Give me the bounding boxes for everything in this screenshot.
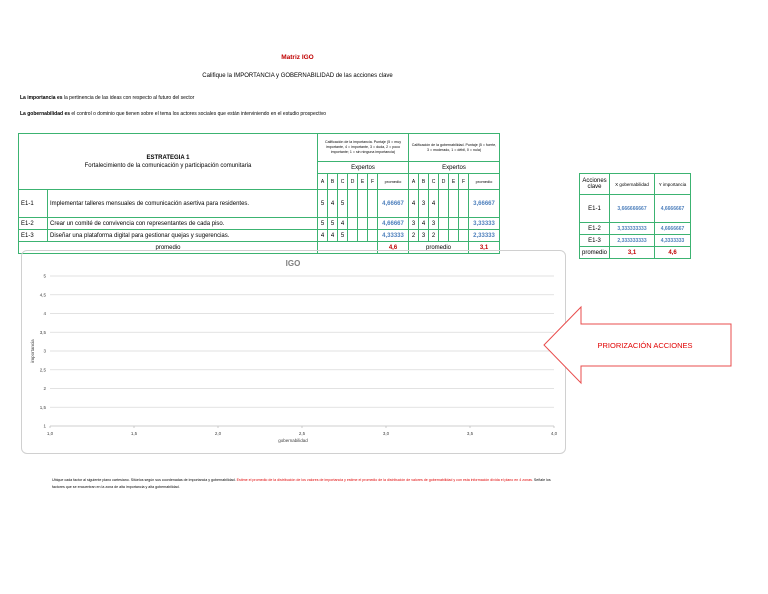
importance-score[interactable]: 4 — [328, 230, 338, 242]
x-tick-label: 2,0 — [214, 431, 222, 436]
y-axis-label: importancia — [30, 339, 35, 363]
strategy-cell: ESTRATEGIA 1 Fortalecimiento de la comunicación y participación comunitaria — [19, 134, 318, 190]
governability-score[interactable] — [439, 230, 449, 242]
expert-col-header: B — [328, 174, 338, 190]
expert-col-header: D — [439, 174, 449, 190]
footer-label: promedio — [409, 242, 469, 254]
chart-svg — [22, 251, 565, 453]
importance-score[interactable]: 5 — [338, 190, 348, 218]
governability-score[interactable]: 3 — [419, 230, 429, 242]
priorization-arrow — [541, 304, 735, 386]
y-tick-label: 4,5 — [39, 292, 46, 298]
importance-score[interactable] — [368, 230, 378, 242]
governability-average: 2,33333 — [469, 230, 500, 242]
governability-score[interactable]: 2 — [429, 230, 439, 242]
expert-col-header: D — [348, 174, 358, 190]
chart-title: IGO — [285, 259, 301, 268]
importance-total: 4,6 — [378, 242, 409, 254]
y-tick-label: 1,5 — [39, 404, 46, 410]
expert-col-header: F — [459, 174, 469, 190]
governability-score[interactable]: 4 — [419, 218, 429, 230]
experts-label-governability: Expertos — [409, 162, 500, 174]
y-value: 4,6666667 — [655, 195, 691, 223]
importance-header: Calificación de la importancia. Puntaje (5 = muy importante, 4 = importante, 3 = duda, 2 = poco importante; 1 = sin ninguna importancia) — [318, 134, 409, 162]
governability-average: 3,33333 — [469, 218, 500, 230]
action-id: E1-2 — [580, 223, 610, 235]
col-header-x: X gobernabilidad — [610, 174, 655, 195]
governability-header: Calificación de la gobernabilidad. Puntaje (5 = fuerte, 3 = moderado, 1 = débil, 0 = nula) — [409, 134, 500, 162]
governability-score[interactable]: 3 — [429, 218, 439, 230]
governability-score[interactable]: 3 — [409, 218, 419, 230]
action-id: E1-1 — [580, 195, 610, 223]
y-tick-label: 4 — [43, 311, 46, 316]
governability-average: 3,66667 — [469, 190, 500, 218]
expert-col-header: B — [419, 174, 429, 190]
governability-score[interactable] — [439, 218, 449, 230]
instructions-note: Ubique cada factor al siguiente plano cartesiano. Sitúelos según sus coordenadas de importancia y gobernabilidad. Estime el promedio de la distribución de los valores de importancia y estime el promedio de la distribución de valores de gobernabilidad y con esta información divida el plano en 4 zonas. Señale los factores que se encuentran en la zona de alta importancia y alta gobernabilidad. — [52, 478, 551, 489]
action-id: E1-1 — [19, 190, 48, 218]
y-axis-ticks — [40, 274, 47, 429]
y-value: 4,6666667 — [655, 223, 691, 235]
table-row — [19, 190, 500, 218]
expert-col-header: A — [318, 174, 328, 190]
x-total: 3,1 — [610, 247, 655, 259]
x-value: 2,333333333 — [610, 235, 655, 247]
rating-table — [18, 133, 500, 254]
action-text: Implementar talleres mensuales de comunicación asertiva para residentes. — [48, 190, 318, 218]
governability-total: 3,1 — [469, 242, 500, 254]
average-col-header: promedio — [469, 174, 500, 190]
importance-score[interactable] — [358, 230, 368, 242]
footer-label: promedio — [19, 242, 318, 254]
table-row — [580, 235, 691, 247]
experts-label-importance: Expertos — [318, 162, 409, 174]
x-value: 3,333333333 — [610, 223, 655, 235]
igo-chart — [21, 250, 566, 454]
coordinates-table — [579, 173, 691, 259]
governability-definition: La gobernabilidad es el control o dominio que tienen sobre el tema los actores sociales que están interviniendo en el estudio prospectivo — [20, 111, 327, 117]
governability-score[interactable] — [449, 218, 459, 230]
x-tick-label: 4,0 — [550, 431, 558, 436]
y-value: 4,3333333 — [655, 235, 691, 247]
page-subtitle: Califique la IMPORTANCIA y GOBERNABILIDAD de las acciones clave — [202, 73, 393, 79]
page-title: Matriz IGO — [281, 54, 314, 61]
action-id: E1-2 — [19, 218, 48, 230]
y-total: 4,6 — [655, 247, 691, 259]
importance-score[interactable]: 5 — [328, 218, 338, 230]
governability-score[interactable] — [459, 218, 469, 230]
importance-average: 4,66667 — [378, 218, 409, 230]
importance-average: 4,33333 — [378, 230, 409, 242]
x-tick-label: 3,5 — [466, 431, 474, 436]
governability-score[interactable]: 4 — [409, 190, 419, 218]
table-row — [580, 223, 691, 235]
importance-score[interactable]: 4 — [318, 230, 328, 242]
action-id: E1-3 — [19, 230, 48, 242]
governability-score[interactable]: 4 — [429, 190, 439, 218]
importance-score[interactable]: 5 — [338, 230, 348, 242]
action-text: Diseñar una plataforma digital para gestionar quejas y sugerencias. — [48, 230, 318, 242]
y-tick-label: 3 — [43, 348, 46, 354]
y-tick-label: 2 — [43, 386, 46, 391]
importance-score[interactable] — [348, 230, 358, 242]
expert-col-header: F — [368, 174, 378, 190]
table-row — [19, 218, 500, 230]
expert-col-header: E — [358, 174, 368, 190]
governability-score[interactable] — [449, 230, 459, 242]
importance-score[interactable] — [368, 190, 378, 218]
importance-score[interactable]: 5 — [318, 190, 328, 218]
x-value: 3,666666667 — [610, 195, 655, 223]
table-footer-row — [580, 247, 691, 259]
chart-grid — [50, 276, 554, 426]
y-tick-label: 5 — [43, 273, 46, 279]
importance-score[interactable]: 5 — [318, 218, 328, 230]
y-tick-label: 2,5 — [39, 367, 46, 373]
average-col-header: promedio — [378, 174, 409, 190]
action-id: E1-3 — [580, 235, 610, 247]
col-header-action: Acciones clave — [580, 174, 610, 195]
arrow-label: PRIORIZACIÓN ACCIONES — [597, 341, 693, 350]
importance-score[interactable]: 4 — [338, 218, 348, 230]
x-tick-label: 3,0 — [382, 431, 390, 436]
importance-definition: La importancia es la pertinencia de las ideas con respecto al futuro del sector — [20, 95, 195, 101]
x-tick-label: 1,0 — [46, 431, 54, 436]
table-row — [580, 195, 691, 223]
expert-col-header: C — [429, 174, 439, 190]
governability-score[interactable] — [439, 190, 449, 218]
col-header-y: Y importancia — [655, 174, 691, 195]
action-text: Crear un comité de convivencia con representantes de cada piso. — [48, 218, 318, 230]
y-tick-label: 3,5 — [39, 329, 46, 335]
importance-score[interactable] — [348, 190, 358, 218]
importance-score[interactable]: 4 — [328, 190, 338, 218]
expert-col-header: C — [338, 174, 348, 190]
x-tick-label: 2,5 — [298, 431, 306, 436]
governability-score[interactable] — [459, 230, 469, 242]
governability-score[interactable]: 3 — [419, 190, 429, 218]
governability-score[interactable] — [459, 190, 469, 218]
x-axis-ticks — [47, 426, 558, 436]
importance-average: 4,66667 — [378, 190, 409, 218]
footer-label: promedio — [580, 247, 610, 259]
table-row — [19, 230, 500, 242]
expert-col-header: A — [409, 174, 419, 190]
importance-score[interactable] — [358, 190, 368, 218]
importance-score[interactable] — [348, 218, 358, 230]
x-axis-label: gobernabilidad — [278, 438, 308, 443]
x-tick-label: 1,5 — [130, 431, 138, 436]
expert-col-header: E — [449, 174, 459, 190]
governability-score[interactable]: 2 — [409, 230, 419, 242]
importance-score[interactable] — [358, 218, 368, 230]
y-tick-label: 1 — [43, 423, 46, 429]
governability-score[interactable] — [449, 190, 459, 218]
importance-score[interactable] — [368, 218, 378, 230]
